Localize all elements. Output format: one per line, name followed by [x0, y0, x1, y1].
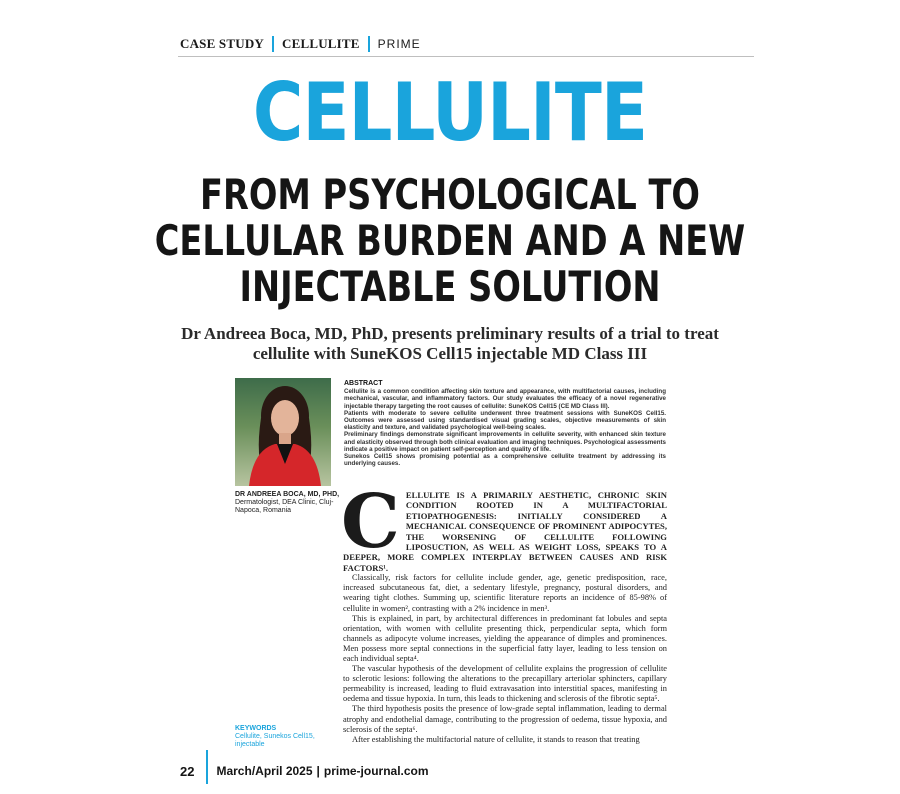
body-paragraph: Classically, risk factors for cellulite include gender, age, genetic predisposition, race, increased subcutaneous fat, diet, a sedentary lifestyle, pregnancy, postural disorders, and wearing tight clothes. Summing up, scientific literature reports an incidence of 85-98% of cellulite in women², contrasting with a 2% incidence in men³. [343, 573, 667, 613]
standfirst-author: Dr Andreea Boca, MD, PhD, [181, 324, 388, 343]
author-role: Dermatologist, DEA Clinic, Cluj-Napoca, Romania [235, 499, 334, 514]
header-rule [178, 56, 754, 57]
author-photo [235, 378, 331, 486]
author-name: DR ANDREEA BOCA, MD, PHD, [235, 491, 340, 498]
subtitle-line: FROM PSYCHOLOGICAL TO [200, 170, 700, 219]
lead-paragraph: ELLULITE IS A PRIMARILY AESTHETIC, CHRONIC SKIN CONDITION ROOTED IN A MULTIFACTORIAL ETIOPATHOGENESIS: INITIALLY CONSIDERED A MECHANICAL CONSEQUENCE OF PROMINENT ADIPOCYTES, THE WORSENING OF CELLULITE FOLLOWING LIPOSUCTION, AS WELL AS WEIGHT LOSS, SPEAKS TO A DEEPER, MORE COMPLEX INTERPLAY BETWEEN CAUSES AND RISK FACTORS¹. [343, 490, 667, 573]
abstract-paragraph: Preliminary findings demonstrate significant improvements in cellulite severity, with enhanced skin texture and elasticity observed through both clinical evaluation and imaging techniques. Psychological assessments indicate a positive impact on patient self-perception and quality of life. [344, 431, 666, 453]
page-footer [180, 763, 429, 779]
header-separator [272, 36, 274, 52]
header-topic: CELLULITE [282, 36, 360, 51]
author-portrait-image [235, 378, 331, 486]
body-paragraph: The vascular hypothesis of the development of cellulite explains the progression of cellulite to sclerotic lesions: following the alterations to the precapillary arteriolar sphincters, capillary permeability is increased, leading to fluid extravasation into interstitial spaces, manifesting in oedema and tissue hypoxia. In turn, this leads to thickening and sclerosis of the fibrotic septa⁵. [343, 664, 667, 704]
running-header [180, 35, 421, 53]
author-caption [235, 491, 343, 515]
subtitle-line: CELLULAR BURDEN AND A NEW [154, 216, 746, 265]
abstract-box [344, 380, 666, 467]
keywords-box [235, 725, 343, 749]
abstract-heading: ABSTRACT [344, 380, 383, 387]
article-subtitle [90, 172, 810, 310]
abstract-paragraph: Cellulite is a common condition affecting skin texture and appearance, with multifactorial causes, including mechanical, vascular, and inflammatory factors. Our study evaluates the efficacy of a novel regenerative injectable therapy targeting the root causes of cellulite: SuneKOS Cell15 (CE MD Class III). [344, 388, 666, 410]
body-paragraph: This is explained, in part, by architectural differences in predominant fat lobules and septa orientation, with women with cellulite presenting thick, perpendicular septa, which form channels as adipocyte volume increases, yielding the appearance of dimples and prominences. Men possess more septal connections in the superficial fatty layer, leading to less tension on each individual septa⁴. [343, 613, 667, 663]
header-brand: PRIME [377, 37, 421, 51]
footer-issue: March/April 2025 [216, 764, 313, 778]
abstract-paragraph: Sunekos Cell15 shows promising potential as a comprehensive cellulite treatment by addressing its underlying causes. [344, 453, 666, 468]
footer-separator: | [316, 764, 320, 778]
keywords-label: KEYWORDS [235, 725, 277, 732]
body-paragraph: After establishing the multifactorial nature of cellulite, it stands to reason that treating [352, 734, 640, 744]
article-body [341, 479, 667, 745]
article-title: CELLULITE [252, 66, 648, 159]
keywords-value: Cellulite, Sunekos Cell15, injectable [235, 733, 315, 748]
body-paragraph: The third hypothesis posits the presence of low-grade septal inflammation, leading to dermal atrophy and endothelial damage, contributing to the progression of oedema, tissue hypoxia, and sclerosis of the septa⁶. [343, 704, 667, 734]
standfirst [180, 324, 720, 364]
header-section: CASE STUDY [180, 36, 264, 51]
page-number: 22 [180, 763, 195, 779]
drop-cap: C [341, 479, 400, 565]
header-separator [368, 36, 370, 52]
subtitle-line: INJECTABLE SOLUTION [239, 262, 661, 311]
footer-rule [206, 750, 208, 784]
standfirst-text: presents preliminary results of a trial to treat cellulite with SuneKOS Cell15 injectable MD Class III [252, 324, 719, 363]
abstract-paragraph: Patients with moderate to severe cellulite underwent three treatment sessions with SuneKOS Cell15. Outcomes were assessed using standardised visual grading scales, objective measurements of skin elasticity and texture, and validated psychological well-being scales. [344, 409, 666, 432]
footer-site: prime-journal.com [323, 764, 429, 778]
